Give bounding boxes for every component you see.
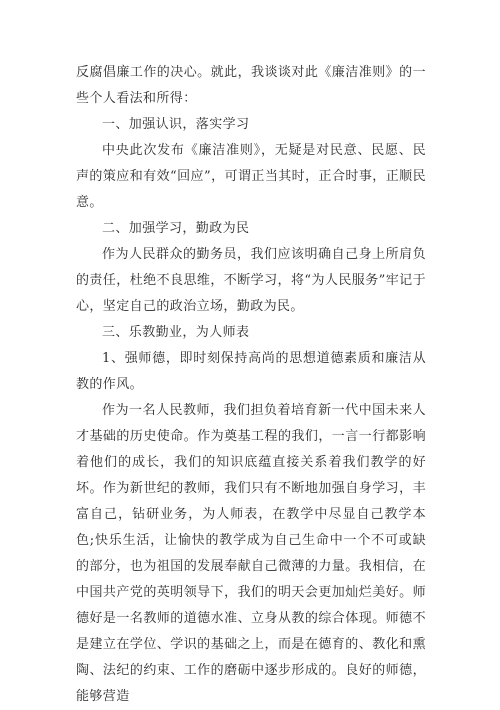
paragraph-intro: 反腐倡廉工作的决心。就此，我谈谈对此《廉洁准则》的一些个人看法和所得： <box>76 65 426 106</box>
section-heading-1: 一、加强认识，落实学习 <box>102 117 250 132</box>
document-page <box>76 60 426 710</box>
section-heading-3: 三、乐教勤业，为人师表 <box>102 325 250 340</box>
paragraph-item-1: 1、强师德，即时刻保持高尚的思想道德素质和廉洁从教的作风。 <box>76 351 426 392</box>
paragraph-section-2: 作为人民群众的勤务员，我们应该明确自己身上所肩负的责任，杜绝不良思维，不断学习，将“为人民服务”牢记于心，坚定自己的政治立场，勤政为民。 <box>76 247 426 314</box>
paragraph-teacher-role: 作为一名人民教师，我们担负着培育新一代中国未来人才基础的历史使命。作为奠基工程的我们，一言一行都影响着他们的成长，我们的知识底蕴直接关系着我们教学的好坏。作为新世纪的教师，我们只有不断地加强自身学习，丰富自己，钻研业务，为人师表，在教学中尽显自己教学本色;快乐生活，让愉快的教学成为自己生命中一个不可或缺的部分，也为祖国的发展奉献自己微薄的力量。我相信，在中国共产党的英明领导下，我们的明天会更加灿烂美好。师德好是一名教师的道德水准、立身从教的综合体现。师德不是建立在学位、学识的基础之上，而是在德育的、教化和熏陶、法纪的约束、工作的磨砺中逐步形成的。良好的师德，能够营造 <box>76 403 426 704</box>
section-heading-2: 二、加强学习，勤政为民 <box>102 221 250 236</box>
paragraph-section-1: 中央此次发布《廉洁准则》，无疑是对民意、民愿、民声的策应和有效“回应”，可谓正当其时，正合时事，正顺民意。 <box>76 143 426 210</box>
